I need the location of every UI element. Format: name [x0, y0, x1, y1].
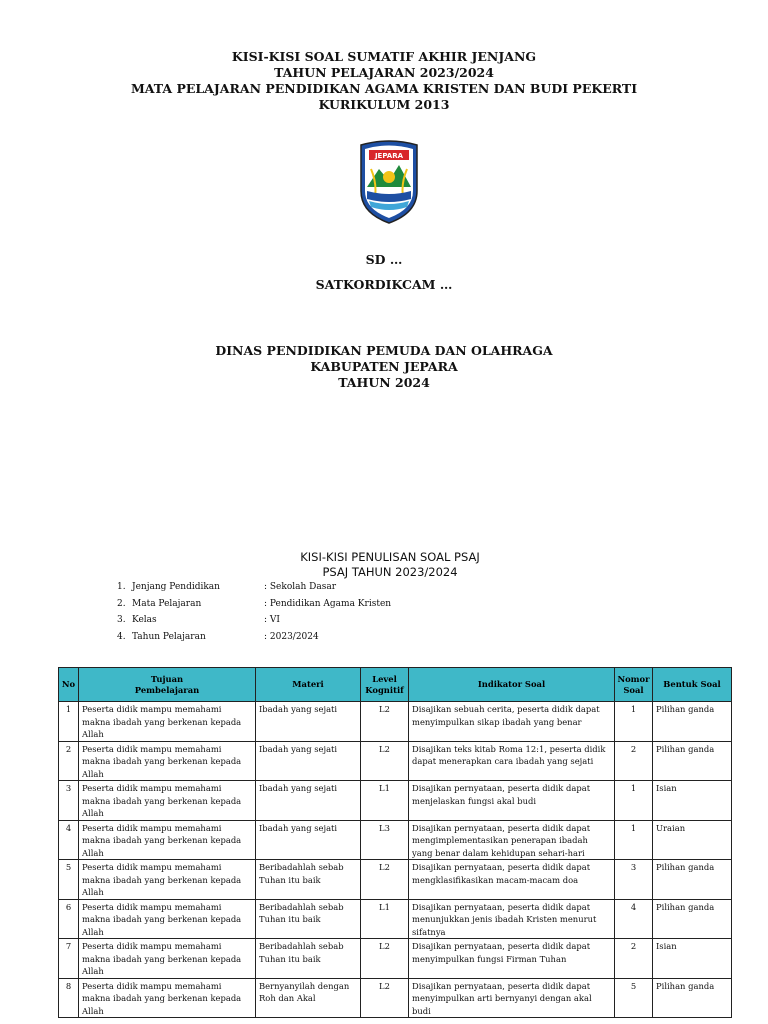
cell-materi: Ibadah yang sejati — [256, 741, 361, 781]
cell-materi: Ibadah yang sejati — [256, 781, 361, 821]
cell-indikator: Disajikan pernyataan, peserta didik dapat menyimpulkan arti bernyanyi dengan akal budi — [409, 978, 615, 1018]
cell-materi: Ibadah yang sejati — [256, 702, 361, 742]
title-line: KURIKULUM 2013 — [318, 97, 450, 112]
cell-no: 7 — [59, 939, 79, 979]
header-bentuk: Bentuk Soal — [653, 668, 732, 702]
agency-line: TAHUN 2024 — [338, 375, 430, 390]
cell-indikator: Disajikan pernyataan, peserta didik dapat mengimplementasikan penerapan ibadah yang benar dalam kehidupan sehari-hari — [409, 820, 615, 860]
cell-tujuan: Peserta didik mampu memahami makna ibadah yang berkenan kepada Allah — [79, 781, 256, 821]
cell-tujuan: Peserta didik mampu memahami makna ibadah yang berkenan kepada Allah — [79, 820, 256, 860]
title-line: KISI-KISI SOAL SUMATIF AKHIR JENJANG — [231, 49, 537, 64]
school-block — [0, 252, 768, 302]
header-indikator: Indikator Soal — [409, 668, 615, 702]
cell-nomor: 2 — [615, 939, 653, 979]
header-no: No — [59, 668, 79, 702]
agency-line: KABUPATEN JEPARA — [310, 359, 458, 374]
cell-no: 3 — [59, 781, 79, 821]
cell-no: 1 — [59, 702, 79, 742]
agency-block — [0, 343, 768, 391]
info-value: : VI — [264, 615, 280, 626]
header-nomor-text: Nomor Soal — [617, 674, 650, 695]
cell-nomor: 4 — [615, 899, 653, 939]
cell-indikator: Disajikan pernyataan, peserta didik dapat menyimpulkan fungsi Firman Tuhan — [409, 939, 615, 979]
cell-materi: Ibadah yang sejati — [256, 820, 361, 860]
cell-bentuk: Uraian — [653, 820, 732, 860]
info-label: Kelas — [132, 615, 157, 626]
table-row — [59, 899, 732, 939]
cell-nomor: 5 — [615, 978, 653, 1018]
info-label: Tahun Pelajaran — [132, 631, 206, 642]
cell-materi: Bernyanyilah dengan Roh dan Akal — [256, 978, 361, 1018]
cell-level: L1 — [361, 781, 409, 821]
cell-indikator: Disajikan sebuah cerita, peserta didik dapat menyimpulkan sikap ibadah yang benar — [409, 702, 615, 742]
cell-indikator: Disajikan pernyataan, peserta didik dapat menjelaskan fungsi akal budi — [409, 781, 615, 821]
cell-materi: Beribadahlah sebab Tuhan itu baik — [256, 860, 361, 900]
table-row — [59, 741, 732, 781]
psaj-title: KISI-KISI PENULISAN SOAL PSAJ — [300, 550, 480, 564]
info-number: 3. — [117, 615, 126, 626]
cell-level: L2 — [361, 741, 409, 781]
school-name: SD … — [365, 252, 403, 267]
info-item — [117, 612, 391, 629]
table-row — [59, 702, 732, 742]
info-item — [117, 579, 391, 596]
kisi-kisi-table — [58, 667, 732, 1018]
header-level — [361, 668, 409, 702]
cell-bentuk: Pilihan ganda — [653, 978, 732, 1018]
cell-level: L2 — [361, 939, 409, 979]
cell-nomor: 1 — [615, 781, 653, 821]
cell-bentuk: Pilihan ganda — [653, 741, 732, 781]
info-number: 2. — [117, 598, 126, 609]
cell-level: L1 — [361, 899, 409, 939]
cell-bentuk: Pilihan ganda — [653, 702, 732, 742]
info-item — [117, 596, 391, 613]
info-label: Mata Pelajaran — [132, 598, 202, 609]
cell-no: 4 — [59, 820, 79, 860]
table-row — [59, 939, 732, 979]
cell-level: L2 — [361, 978, 409, 1018]
info-number: 1. — [117, 582, 126, 593]
cell-bentuk: Pilihan ganda — [653, 860, 732, 900]
logo-text: JEPARA — [374, 152, 404, 160]
header-materi: Materi — [256, 668, 361, 702]
cell-bentuk: Pilihan ganda — [653, 899, 732, 939]
agency-line: DINAS PENDIDIKAN PEMUDA DAN OLAHRAGA — [215, 343, 553, 358]
info-value: : Pendidikan Agama Kristen — [264, 598, 392, 609]
cell-nomor: 1 — [615, 702, 653, 742]
psaj-subtitle: PSAJ TAHUN 2023/2024 — [322, 565, 458, 579]
cell-tujuan: Peserta didik mampu memahami makna ibadah yang berkenan kepada Allah — [79, 741, 256, 781]
cell-tujuan: Peserta didik mampu memahami makna ibadah yang berkenan kepada Allah — [79, 939, 256, 979]
table-row — [59, 860, 732, 900]
cell-nomor: 2 — [615, 741, 653, 781]
cell-no: 5 — [59, 860, 79, 900]
cell-level: L2 — [361, 860, 409, 900]
header-tujuan — [79, 668, 256, 702]
cell-level: L2 — [361, 702, 409, 742]
table-body — [59, 702, 732, 1018]
cell-no: 8 — [59, 978, 79, 1018]
header-tujuan-text: Tujuan Pembelajaran — [134, 674, 200, 695]
cell-no: 6 — [59, 899, 79, 939]
header-nomor — [615, 668, 653, 702]
header-level-text: Level Kognitif — [365, 674, 404, 695]
cell-bentuk: Isian — [653, 781, 732, 821]
table-header-row — [59, 668, 732, 702]
cell-materi: Beribadahlah sebab Tuhan itu baik — [256, 899, 361, 939]
cell-tujuan: Peserta didik mampu memahami makna ibadah yang berkenan kepada Allah — [79, 860, 256, 900]
info-value: : 2023/2024 — [264, 631, 319, 642]
info-value: : Sekolah Dasar — [264, 582, 337, 593]
table-row — [59, 820, 732, 860]
table-row — [59, 978, 732, 1018]
cell-tujuan: Peserta didik mampu memahami makna ibadah yang berkenan kepada Allah — [79, 899, 256, 939]
cell-nomor: 3 — [615, 860, 653, 900]
table-row — [59, 781, 732, 821]
document-title — [0, 49, 768, 113]
jepara-emblem-logo — [357, 139, 421, 225]
info-list — [117, 579, 391, 645]
title-line: MATA PELAJARAN PENDIDIKAN AGAMA KRISTEN DAN BUDI PEKERTI — [130, 81, 638, 96]
cell-level: L3 — [361, 820, 409, 860]
cell-tujuan: Peserta didik mampu memahami makna ibadah yang berkenan kepada Allah — [79, 702, 256, 742]
info-label: Jenjang Pendidikan — [132, 582, 220, 593]
cell-tujuan: Peserta didik mampu memahami makna ibadah yang berkenan kepada Allah — [79, 978, 256, 1018]
satkor-name: SATKORDIKCAM … — [315, 277, 453, 292]
info-item — [117, 629, 391, 646]
cell-indikator: Disajikan teks kitab Roma 12:1, peserta didik dapat menerapkan cara ibadah yang sejati — [409, 741, 615, 781]
title-line: TAHUN PELAJARAN 2023/2024 — [274, 65, 494, 80]
cell-indikator: Disajikan pernyataan, peserta didik dapat mengklasifikasikan macam-macam doa — [409, 860, 615, 900]
cell-no: 2 — [59, 741, 79, 781]
psaj-heading — [0, 550, 768, 580]
cell-nomor: 1 — [615, 820, 653, 860]
cell-materi: Beribadahlah sebab Tuhan itu baik — [256, 939, 361, 979]
cell-indikator: Disajikan pernyataan, peserta didik dapat menunjukkan jenis ibadah Kristen menurut sifatnya — [409, 899, 615, 939]
info-number: 4. — [117, 631, 126, 642]
cell-bentuk: Isian — [653, 939, 732, 979]
